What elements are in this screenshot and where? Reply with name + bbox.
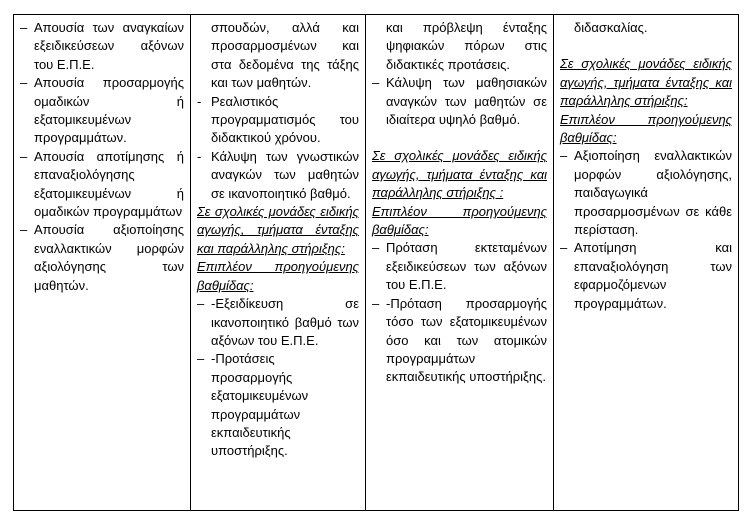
extra-level-heading: Επιπλέον προηγούμενης βαθμίδας: — [372, 203, 547, 238]
list-item: – Αποτίμηση και επαναξιολόγηση των εφαρμοζόμενων προγραμμάτων. — [560, 240, 732, 311]
special-education-heading: Σε σχολικές μονάδες ειδικής αγωγής, τμήματα ένταξης και παράλληλης στήριξης: — [560, 56, 732, 109]
list-item: - Ρεαλιστικός προγραμματισμός του διδακτικού χρόνου. — [197, 93, 359, 146]
cell-col2 — [191, 15, 366, 511]
cell-col3 — [366, 15, 554, 511]
cell-col1 — [14, 15, 191, 511]
list-item: – Κάλυψη των μαθησιακών αναγκών των μαθητών σε ιδιαίτερα υψηλό βαθμό. — [372, 75, 547, 128]
list-item: – Απουσία αποτίμησης ή επαναξιολόγησης εξατομικευμένων ή ομαδικών προγραμμάτων — [20, 148, 184, 220]
list-item: – Απουσία αξιοποίησης εναλλακτικών μορφών αξιολόγησης των μαθητών. — [20, 222, 184, 293]
list-item: – Απουσία των αναγκαίων εξειδικεύσεων αξόνων του Ε.Π.Ε. — [20, 20, 184, 72]
list-item: – Απουσία προσαρμογής ομαδικών ή εξατομικευμένων προγραμμάτων. — [20, 75, 184, 146]
list-item: – Αξιοποίηση εναλλακτικών μορφών αξιολόγησης, παιδαγωγικά προσαρμοσμένων σε κάθε περίσταση. — [560, 148, 732, 238]
criteria-table — [13, 14, 739, 511]
list-item: - Κάλυψη των γνωστικών αναγκών των μαθητών σε ικανοποιητικό βαθμό. — [197, 148, 359, 201]
special-education-heading: Σε σχολικές μονάδες ειδικής αγωγής, τμήματα ένταξης και παράλληλης στήριξης : — [372, 148, 547, 201]
continuation-text: και πρόβλεψη ένταξης ψηφιακών πόρων στις διδακτικές προτάσεις. — [386, 20, 547, 72]
continuation-text: διδασκαλίας. — [574, 20, 648, 35]
cell-col4 — [554, 15, 739, 511]
extra-level-heading: Επιπλέον προηγούμενης βαθμίδας: — [197, 259, 359, 293]
list-item: – -Προτάσεις προσαρμογής εξατομικευμένων προγραμμάτων εκπαιδευτικής υποστήριξης. — [197, 351, 309, 459]
table-row — [14, 15, 739, 511]
extra-level-heading: Επιπλέον προηγούμενης βαθμίδας: — [560, 111, 732, 146]
continuation-text: σπουδών, αλλά και προσαρμοσμένων και στα δεδομένα της τάξης και των μαθητών. — [211, 20, 359, 91]
list-item: – Πρόταση εκτεταμένων εξειδικεύσεων των αξόνων του Ε.Π.Ε. — [372, 240, 547, 293]
special-education-heading: Σε σχολικές μονάδες ειδικής αγωγής, τμήματα ένταξης και παράλληλης στήριξης: — [197, 204, 359, 256]
list-item: – -Εξειδίκευση σε ικανοποιητικό βαθμό των αξόνων του Ε.Π.Ε. — [197, 296, 359, 348]
list-item: – -Πρόταση προσαρμογής τόσο των εξατομικευμένων όσο και των ατομικών προγραμμάτων εκπαιδευτικής υποστήριξης. — [372, 295, 547, 385]
